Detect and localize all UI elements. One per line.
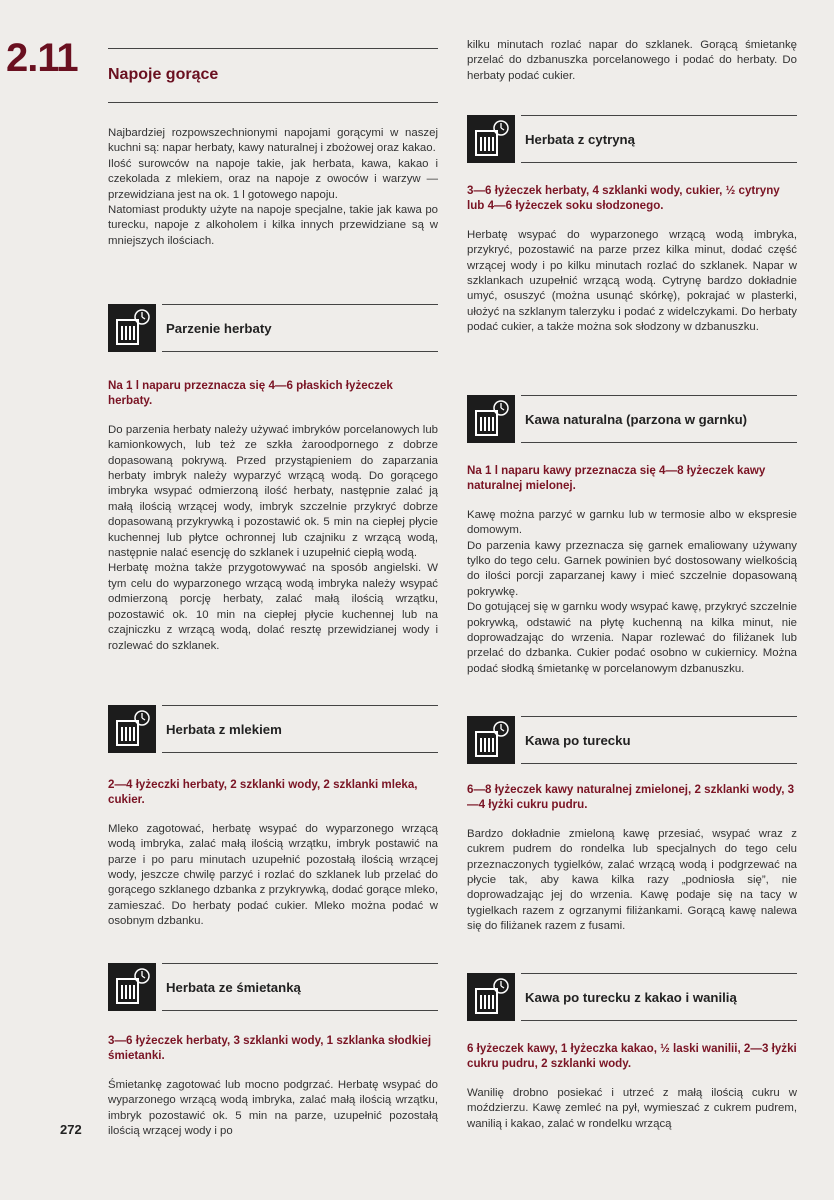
continuation-paragraph: kilku minutach rozlać napar do szklanek. Gorącą śmietankę przelać do dzbanuszka porcelanowego i podać do herbaty. Do herbaty podać cukier. bbox=[467, 39, 797, 82]
section-header bbox=[467, 716, 797, 770]
section-header bbox=[108, 963, 438, 1017]
section-title: Herbata z mlekiem bbox=[166, 722, 282, 737]
section-paragraph: Do parzenia kawy przeznacza się garnek emaliowany używany tylko do tego celu. Garnek powinien być dostosowany wielkością do ilości porcji zaparzanej kawy i mieć szczelnie dopasowaną pokrywkę. bbox=[467, 539, 797, 598]
section-title: Herbata ze śmietanką bbox=[166, 980, 301, 995]
recipe-icon bbox=[108, 304, 156, 352]
section-header bbox=[108, 705, 438, 759]
section-paragraph: Herbatę można także przygotowywać na sposób angielski. W tym celu do wyparzonego wrzącą wodą imbryka należy wsypać odmierzoną porcję herbaty, zalać małą ilością wrzątku, pozostawić ok. 10 min na ciepłej płycie kuchennej lub na czajniczku z wrzącą wodą, dolać resztę przewidzianej wody i rozlewać do szklanek. bbox=[108, 562, 438, 652]
section-ingredients: 3—6 łyżeczek herbaty, 3 szklanki wody, 1 szklanka słodkiej śmietanki. bbox=[108, 1034, 432, 1063]
section-parzenie-herbaty bbox=[108, 304, 438, 654]
section-paragraph: Mleko zagotować, herbatę wsypać do wyparzonego wrzącą wodą imbryka, zalać małą ilością wrzątku, imbryk postawić na parze i po paru minutach uzupełnić pozostałą ilością wrzącej wody, jeszcze chwilę parzyć i rozlać do szklanek lub przelać do gorącego szklanego dzbanka z przykrywką, dodać gorące mleko, zamieszać. Do herbaty podać cukier. Mleko można podać w osobnym dzbanku. bbox=[108, 822, 438, 928]
section-ingredients: Na 1 l naparu kawy przeznacza się 4—8 łyżeczek kawy naturalnej mielonej. bbox=[467, 464, 766, 493]
section-herbata-z-cytryna bbox=[467, 115, 797, 336]
intro-paragraph: Najbardziej rozpowszechnionymi napojami gorącymi w naszej kuchni są: napar herbaty, kawy naturalnej i zbożowej oraz kakao. bbox=[108, 127, 438, 155]
section-title: Kawa po turecku z kakao i wanilią bbox=[525, 990, 737, 1005]
recipe-icon bbox=[467, 973, 515, 1021]
section-title: Parzenie herbaty bbox=[166, 321, 272, 336]
intro-paragraph: Ilość surowców na napoje takie, jak herbata, kawa, kakao i czekolada z mlekiem, oraz na napoje z owoców i warzyw — przewidziana jest na ok. 1 l gotowego napoju. bbox=[108, 157, 438, 201]
section-paragraph: Kawę można parzyć w garnku lub w termosie albo w ekspresie domowym. bbox=[467, 508, 797, 537]
section-ingredients: 6—8 łyżeczek kawy naturalnej zmielonej, 2 szklanki wody, 3—4 łyżki cukru pudru. bbox=[467, 783, 795, 812]
intro-block bbox=[108, 126, 438, 249]
section-ingredients: 3—6 łyżeczek herbaty, 4 szklanki wody, cukier, ½ cytryny lub 4—6 łyżeczek soku słodzonego. bbox=[467, 184, 780, 213]
recipe-icon bbox=[108, 963, 156, 1011]
section-paragraph: Do parzenia herbaty należy używać imbryków porcelanowych lub kamionkowych, lub też ze szkła żaroodpornego z dobrze dopasowaną pokrywą. Przed przystąpieniem do zaparzania herbaty imbryk należy wyparzyć wrzącą wodą. Do gorącego imbryka wsypać odmierzoną ilość herbaty, następnie zalać ją małą ilością wrzącej wody, imbryk szczelnie przykryć dobrze dopasowaną przykrywką i pozostawić ok. 5 min na ciepłej płycie kuchennej lub płytce ochronnej lub czajniku z wrzącą wodą, następnie nalać esencję do szklanek i uzupełnić ciepłą wodą. bbox=[108, 423, 438, 560]
recipe-icon bbox=[467, 115, 515, 163]
section-header bbox=[467, 115, 797, 169]
recipe-icon bbox=[108, 705, 156, 753]
chapter-divider bbox=[108, 102, 438, 103]
section-ingredients: 2—4 łyżeczki herbaty, 2 szklanki wody, 2 szklanki mleka, cukier. bbox=[108, 778, 418, 807]
section-header bbox=[467, 973, 797, 1027]
section-title: Kawa naturalna (parzona w garnku) bbox=[525, 412, 748, 427]
section-paragraph: Do gotującej się w garnku wody wsypać kawę, przykryć szczelnie pokrywką, odstawić na płytę kuchenną na kilka minut, nie doprowadzając do wrzenia. Napar rozlewać do filiżanek lub przelać do dzbanka. Cukier podać osobno w cukiernicy. Można podać słodką śmietankę w porcelanowym dzbanuszku. bbox=[467, 601, 797, 675]
recipe-icon bbox=[467, 716, 515, 764]
section-title: Kawa po turecku bbox=[525, 733, 631, 748]
chapter-header bbox=[108, 48, 438, 103]
section-kawa-po-turecku bbox=[467, 716, 797, 935]
section-paragraph: Wanilię drobno posiekać i utrzeć z małą ilością cukru w moździerzu. Kawę zemleć na pył, wymieszać z cukrem pudrem, wanilią i kakao, zalać w rondelku wrzącą bbox=[467, 1086, 797, 1130]
section-title: Herbata z cytryną bbox=[525, 132, 635, 147]
section-kawa-naturalna bbox=[467, 395, 797, 677]
intro-paragraph: Natomiast produkty użyte na napoje specjalne, takie jak kawa po turecku, napoje z alkoholem i kilka innych przewidziane są w mniejszych ilościach. bbox=[108, 204, 438, 247]
page-number: 272 bbox=[60, 1122, 82, 1137]
section-kawa-z-kakao-i-wanilia bbox=[467, 973, 797, 1132]
section-header bbox=[108, 304, 438, 358]
recipe-icon bbox=[467, 395, 515, 443]
section-herbata-z-mlekiem bbox=[108, 705, 438, 930]
chapter-number: 2.11 bbox=[6, 36, 78, 80]
section-ingredients: Na 1 l naparu przeznacza się 4—6 płaskich łyżeczek herbaty. bbox=[108, 379, 393, 408]
chapter-title: Napoje gorące bbox=[108, 66, 219, 83]
section-paragraph: Herbatę wsypać do wyparzonego wrzącą wodą imbryka, przykryć, pozostawić na parze przez kilka minut, dodać część wrzącej wody i po kilku minutach rozlać do szklanek. Napar w szklankach uzupełnić wrzącą wodą. Cytrynę bardzo dokładnie umyć, osuszyć (można usunąć skórkę), pokrajać w plasterki, ułożyć na szklanym talerzyku i podać z widelczykami. Do herbaty podać cukier, a także można sok słodzony w dzbanuszku. bbox=[467, 228, 797, 334]
section-ingredients: 6 łyżeczek kawy, 1 łyżeczka kakao, ½ laski wanilii, 2—3 łyżki cukru pudru, 2 szklanki wody. bbox=[467, 1042, 797, 1071]
section-paragraph: Śmietankę zagotować lub mocno podgrzać. Herbatę wsypać do wyparzonego wrzącą wodą imbryka, zalać małą ilością wrzątku, imbryk pozostawić ok. 5 min na parze, uzupełnić pozostałą ilością wrzącej wody i po bbox=[108, 1078, 438, 1138]
section-paragraph: Bardzo dokładnie zmieloną kawę przesiać, wsypać wraz z cukrem pudrem do rondelka lub specjalnych do tego celu przeznaczonych tygielków, zalać wrzącą wodą i podgrzewać na płycie tak, aby kawa kilka razy „podniosła się”, nie doprowadzając jej do wrzenia. Kawę podaje się na tacy w tygielkach razem z ogrzanymi filiżankami. Gorącą kawę nalewa się do filiżanek razem z fusami. bbox=[467, 827, 797, 933]
section-herbata-ze-smietanka bbox=[108, 963, 438, 1139]
section-header bbox=[467, 395, 797, 449]
